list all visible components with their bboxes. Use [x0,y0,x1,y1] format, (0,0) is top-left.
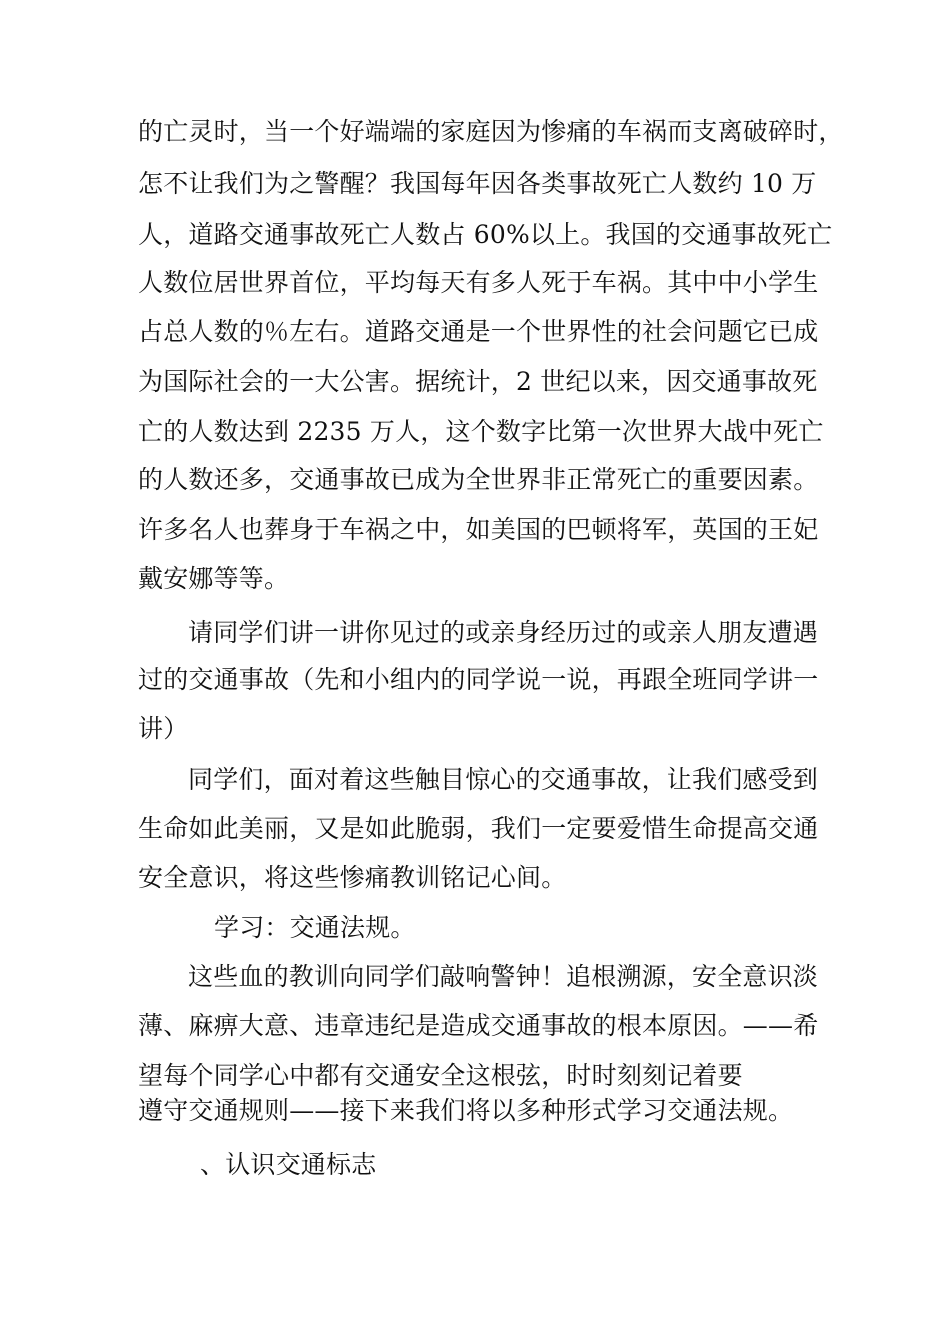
paragraph-start-line: 同学们，面对着这些触目惊心的交通事故，让我们感受到 [188,765,819,794]
text-line: 的亡灵时，当一个好端端的家庭因为惨痛的车祸而支离破碎时， [138,117,844,146]
text-line: 望每个同学心中都有交通安全这根弦，时时刻刻记着要 [138,1061,743,1090]
text-line: 安全意识，将这些惨痛教训铭记心间。 [138,863,567,892]
text-line: 亡的人数达到 2235 万人，这个数字比第一次世界大战中死亡 [138,417,824,446]
text-line: 薄、麻痹大意、违章违纪是造成交通事故的根本原因。——希 [138,1011,819,1040]
text-line: 许多名人也葬身于车祸之中，如美国的巴顿将军，英国的王妃 [138,515,819,544]
text-line: 占总人数的％左右。道路交通是一个世界性的社会问题它已成 [138,317,819,346]
text-line: 怎不让我们为之警醒？我国每年因各类事故死亡人数约 10 万 [138,169,817,198]
section-heading: 学习：交通法规。 [214,913,416,942]
text-line: 过的交通事故（先和小组内的同学说一说，再跟全班同学讲一 [138,665,819,694]
text-line: 戴安娜等等。 [138,564,290,593]
text-line: 为国际社会的一大公害。据统计，2 世纪以来，因交通事故死 [138,367,818,396]
text-line: 生命如此美丽，又是如此脆弱，我们一定要爱惜生命提高交通 [138,814,819,843]
text-line: 人，道路交通事故死亡人数占 60%以上。我国的交通事故死亡 [138,220,833,249]
text-line: 遵守交通规则——接下来我们将以多种形式学习交通法规。 [138,1096,794,1125]
text-line: 讲） [138,714,189,743]
text-line: 人数位居世界首位，平均每天有多人死于车祸。其中中小学生 [138,268,819,297]
section-heading: 、认识交通标志 [200,1150,377,1179]
paragraph-start-line: 这些血的教训向同学们敲响警钟！追根溯源，安全意识淡 [188,962,819,991]
paragraph-start-line: 请同学们讲一讲你见过的或亲身经历过的或亲人朋友遭遇 [188,618,819,647]
text-line: 的人数还多，交通事故已成为全世界非正常死亡的重要因素。 [138,465,819,494]
